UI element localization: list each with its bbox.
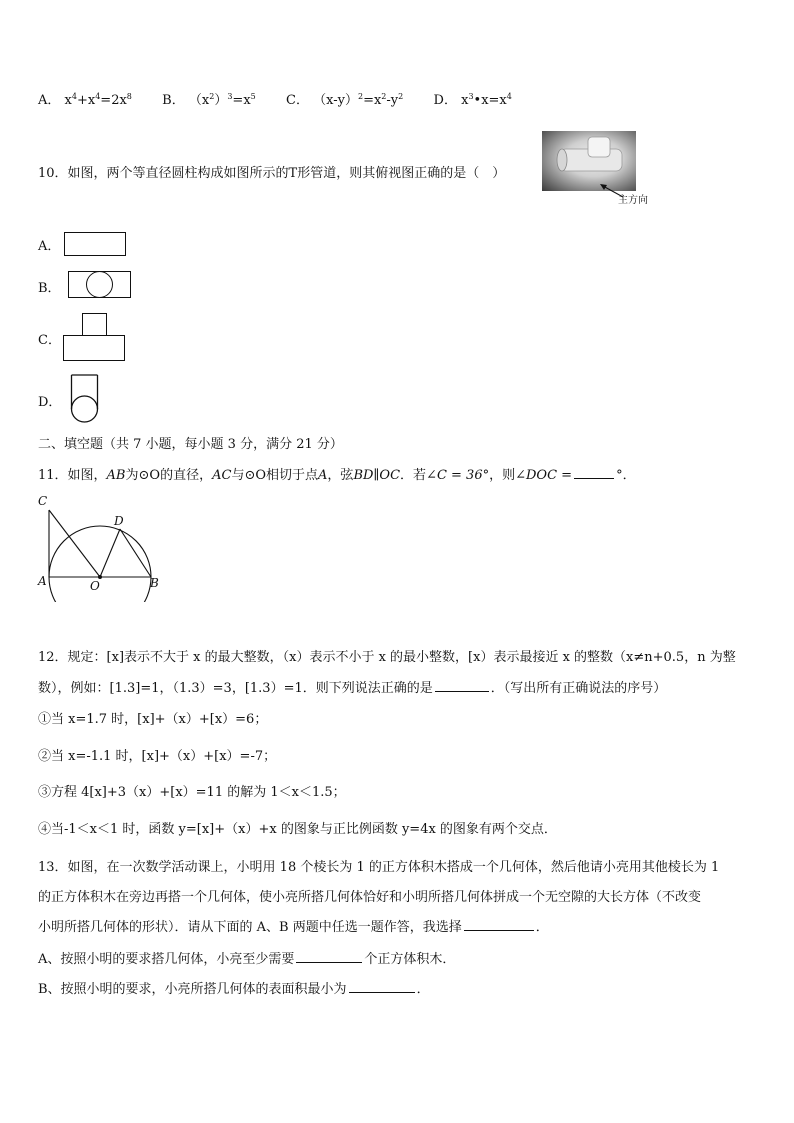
q11-text-is: 为 [125, 468, 139, 483]
q11-circle-o: ⊙O [138, 468, 161, 483]
q11-answer-blank[interactable] [574, 466, 614, 479]
option-b-circle [86, 271, 113, 298]
q13-option-a [38, 948, 455, 967]
option-d-shape [68, 373, 102, 425]
q9-option-c-label: C． [286, 93, 309, 108]
q11-text-with: 与 [231, 468, 245, 483]
q12-statement-1: ①当 x=1.7 时，[x]+（x）+[x）=6； [38, 712, 268, 727]
q12-line2-end: ．（写出所有正确说法的序号） [490, 681, 667, 696]
q12-line2-text: 数），例如：[1.3]=1，（1.3）=3，[1.3）=1．则下列说法正确的是 [38, 681, 433, 696]
q9-option-d-label: D． [433, 93, 457, 108]
q10-option-d-label: D． [38, 395, 62, 410]
q9-option-c: $(x-y)^2=x^2-y^2$ [313, 92, 404, 108]
section-title: 二、填空题（共 7 小题，每小题 3 分，满分 21 分） [38, 437, 343, 452]
q12-line1: 12．规定：[x]表示不大于 x 的最大整数，（x）表示不小于 x 的最小整数，[x）表示最接近 x 的整数（x≠n+0.5，n 为整 [38, 650, 736, 665]
q10-option-c-label: C． [38, 333, 61, 348]
q11-chord-text: ，弦 [327, 468, 354, 483]
option-c-top-rectangle [82, 313, 107, 336]
q13-option-b-end: ． [416, 982, 430, 997]
q10-option-b-label: B． [38, 281, 61, 296]
q13-line3-end: ． [535, 920, 549, 935]
q12-statement-3: ③方程 4[x]+3（x）+[x）=11 的解为 1＜x＜1.5； [38, 785, 346, 800]
q13-choice-blank[interactable] [464, 918, 534, 931]
label-b: B [150, 576, 159, 590]
q13-option-b [38, 978, 430, 997]
q11-stem [38, 464, 636, 483]
q11-tangent-text: 相切于点 [266, 468, 319, 483]
q13-option-a-blank[interactable] [296, 950, 362, 963]
label-o: O [90, 579, 100, 593]
q13-option-b-text: B、按照小明的要求，小亮所搭几何体的表面积最小为 [38, 982, 347, 997]
q11-angle-doc: ∠DOC = [515, 468, 573, 483]
q13-line3-text: 小明所搭几何体的形状）．请从下面的 A、B 两题中任选一题作答，我选择 [38, 920, 462, 935]
q13-line1: 13．如图，在一次数学活动课上，小明用 18 个棱长为 1 的正方体积木搭成一个几何体，然后他请小亮用其他棱长为 1 [38, 860, 720, 875]
q13-option-b-blank[interactable] [349, 980, 415, 993]
q11-point-a: A [318, 468, 328, 483]
q9-option-a-label: A． [38, 93, 61, 108]
q11-end: °． [616, 468, 636, 483]
q11-if-text: ．若 [400, 468, 427, 483]
q12-answer-blank[interactable] [435, 679, 489, 692]
q11-diameter-text: 的直径， [160, 468, 213, 483]
q9-option-d: $x^3•x=x^4$ [461, 92, 512, 108]
q11-angle-c: ∠C = 36° [426, 468, 490, 483]
q13-line3 [38, 916, 549, 935]
q12-statement-2: ②当 x=-1.1 时，[x]+（x）+[x）=-7； [38, 749, 277, 764]
q11-then-text: ，则 [489, 468, 516, 483]
q12-line2 [38, 677, 666, 696]
q13-option-a-end: 个正方体积木． [364, 952, 456, 967]
q13-option-a-text: A、按照小明的要求搭几何体，小亮至少需要 [38, 952, 295, 967]
q11-circle-o2: ⊙O [244, 468, 267, 483]
label-a: A [38, 574, 47, 588]
option-a-rectangle [64, 232, 126, 256]
q10-option-a-label: A． [38, 239, 61, 254]
direction-label: 主方向 [618, 195, 648, 206]
q11-parallel: BD∥OC [353, 468, 401, 483]
q11-segment-ab: AB [106, 468, 126, 483]
q9-option-a: $x^4+x^4=2x^8$ [64, 92, 132, 108]
q11-stem-start: 11．如图， [38, 468, 107, 483]
q12-statement-4: ④当-1＜x＜1 时，函数 y=[x]+（x）+x 的图象与正比例函数 y=4x 的图象有两个交点． [38, 822, 557, 837]
option-c-bottom-rectangle [63, 335, 125, 361]
q9-option-b: $(x^2)^3=x^5$ [188, 92, 256, 108]
q11-segment-ac: AC [212, 468, 232, 483]
label-c: C [38, 494, 48, 508]
q13-line2: 的正方体积木在旁边再搭一个几何体，使小亮所搭几何体恰好和小明所搭几何体拼成一个无空隙的大长方体（不改变 [38, 890, 702, 905]
q10-stem: 10．如图，两个等直径圆柱构成如图所示的T形管道，则其俯视图正确的是（ ） [38, 166, 506, 181]
q9-options [38, 89, 512, 108]
q9-option-b-label: B． [162, 93, 185, 108]
label-d: D [114, 514, 124, 528]
